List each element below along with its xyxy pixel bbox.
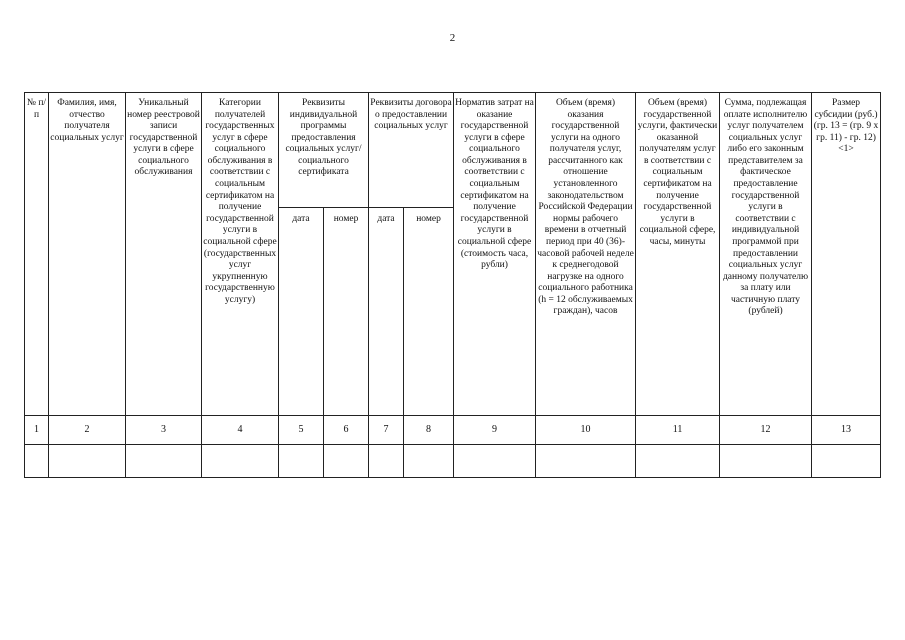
table-cell-empty[interactable] (202, 445, 279, 478)
column-number-cell: 1 (25, 416, 49, 445)
subheader-cell-program-number: номер (324, 208, 369, 416)
header-cell-service-volume-norm: Объем (время) оказания государственной услуги на одного получателя услуг, рассчитанного как отношение установленного законодательством Российской Федерации нормы рабочего времени в отчетный период при 40 (36)-часовой рабочей неделе к среднегодовой нагрузке на одного социального работника (h = 12 обслуживаемых граждан), часов (536, 93, 636, 416)
subheader-cell-contract-number: номер (404, 208, 454, 416)
column-number-row (25, 416, 881, 445)
table-header-row (25, 93, 881, 208)
table-cell-empty[interactable] (404, 445, 454, 478)
header-cell-program-details: Реквизиты индивидуальной программы предоставления социальных услуг/ социального сертификата (279, 93, 369, 208)
subsidy-calculation-table (24, 92, 881, 478)
table-cell-empty[interactable] (324, 445, 369, 478)
header-cell-registry-number: Уникальный номер реестровой записи государственной услуги в сфере социального обслуживания (126, 93, 202, 416)
header-cell-payment-amount: Сумма, подлежащая оплате исполнителю услуг получателем социальных услуг либо его законным представителем за фактическое предоставление государственной услуги в соответствии с индивидуальной программой при предоставлении социальных услуг данному получателю за плату или частичную плату (рублей) (720, 93, 812, 416)
column-number-cell: 5 (279, 416, 324, 445)
subheader-cell-program-date: дата (279, 208, 324, 416)
column-number-cell: 12 (720, 416, 812, 445)
table-cell-empty[interactable] (720, 445, 812, 478)
table-row-empty (25, 445, 881, 478)
table-cell-empty[interactable] (636, 445, 720, 478)
header-cell-actual-volume: Объем (время) государственной услуги, фактически оказанной получателям услуг в соответствии с социальным сертификатом на получение государственной услуги в социальной сфере, часы, минуты (636, 93, 720, 416)
column-number-cell: 7 (369, 416, 404, 445)
table-cell-empty[interactable] (812, 445, 881, 478)
column-number-cell: 9 (454, 416, 536, 445)
column-number-cell: 13 (812, 416, 881, 445)
table-cell-empty[interactable] (25, 445, 49, 478)
header-cell-subsidy-amount: Размер субсидии (руб.) (гр. 13 = (гр. 9 x гр. 11) - гр. 12) <1> (812, 93, 881, 416)
column-number-cell: 4 (202, 416, 279, 445)
table-cell-empty[interactable] (126, 445, 202, 478)
column-number-cell: 6 (324, 416, 369, 445)
table-cell-empty[interactable] (454, 445, 536, 478)
table-cell-empty[interactable] (49, 445, 126, 478)
header-cell-contract-details: Реквизиты договора о предоставлении социальных услуг (369, 93, 454, 208)
column-number-cell: 8 (404, 416, 454, 445)
table-cell-empty[interactable] (279, 445, 324, 478)
subheader-cell-contract-date: дата (369, 208, 404, 416)
header-cell-recipient-categories: Категории получателей государственных услуг в сфере социального обслуживания в соответствии с социальным сертификатом на получение государственной услуги в социальной сфере (государственных услуг укрупненную государственную услугу) (202, 93, 279, 416)
column-number-cell: 3 (126, 416, 202, 445)
table-cell-empty[interactable] (369, 445, 404, 478)
column-number-cell: 2 (49, 416, 126, 445)
column-number-cell: 10 (536, 416, 636, 445)
page-number: 2 (449, 32, 456, 44)
column-number-cell: 11 (636, 416, 720, 445)
header-cell-cost-standard: Норматив затрат на оказание государственной услуги в сфере социального обслуживания в соответствии с социальным сертификатом на получение государственной услуги в социальной сфере (стоимость часа, рубли) (454, 93, 536, 416)
header-cell-full-name: Фамилия, имя, отчество получателя социальных услуг (49, 93, 126, 416)
table-cell-empty[interactable] (536, 445, 636, 478)
header-cell-number: № п/п (25, 93, 49, 416)
